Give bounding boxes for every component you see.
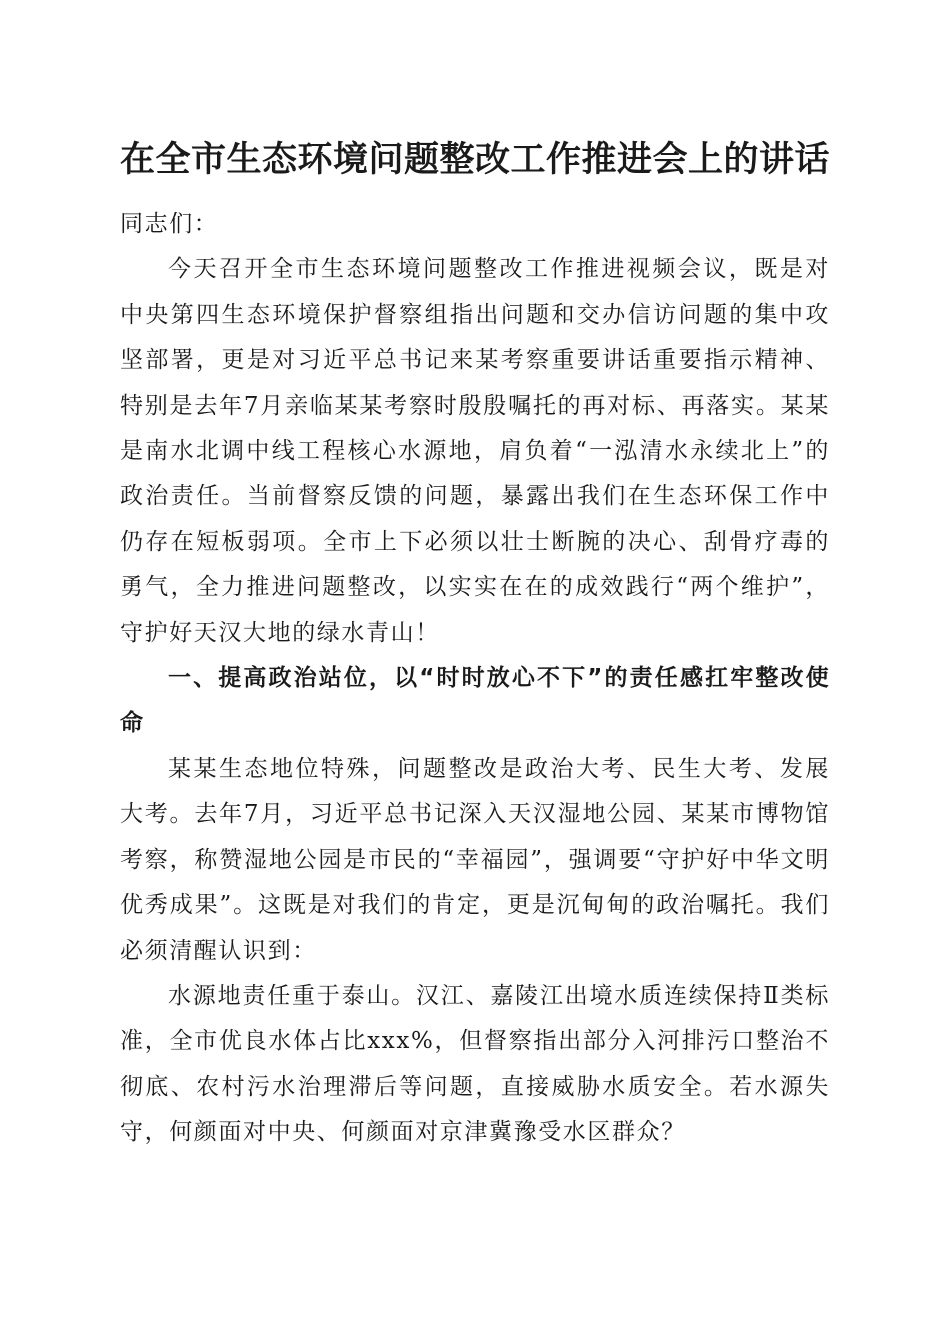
paragraph-ecology-status: 某某生态地位特殊，问题整改是政治大考、民生大考、发展大考。去年7月，习近平总书记深入天汉湿地公园、某某市博物馆考察，称赞湿地公园是市民的“幸福园”，强调要“守护好中华文明优秀成果”。这既是对我们的肯定，更是沉甸甸的政治嘱托。我们必须清醒认识到： — [120, 755, 830, 964]
section-heading-1: 一、提高政治站位，以“时时放心不下”的责任感扛牢整改使命 — [120, 665, 830, 737]
salutation: 同志们： — [120, 211, 219, 237]
paragraph-intro: 今天召开全市生态环境问题整改工作推进视频会议，既是对中央第四生态环境保护督察组指出问题和交办信访问题的集中攻坚部署，更是对习近平总书记来某考察重要讲话重要指示精神、特别是去年7月亲临某某考察时殷殷嘱托的再对标、再落实。某某是南水北调中线工程核心水源地，肩负着“一泓清水永续北上”的政治责任。当前督察反馈的问题，暴露出我们在生态环保工作中仍存在短板弱项。全市上下必须以壮士断腕的决心、刮骨疗毒的勇气，全力推进问题整改，以实实在在的成效践行“两个维护”，守护好天汉大地的绿水青山！ — [120, 256, 830, 646]
document-body — [120, 202, 830, 1156]
document-title: 在全市生态环境问题整改工作推进会上的讲话 — [119, 139, 830, 180]
paragraph-water-source: 水源地责任重于泰山。汉江、嘉陵江出境水质连续保持Ⅱ类标准，全市优良水体占比xxx%，但督察指出部分入河排污口整治不彻底、农村污水治理滞后等问题，直接威胁水质安全。若水源失守，何颜面对中央、何颜面对京津冀豫受水区群众？ — [120, 982, 830, 1146]
